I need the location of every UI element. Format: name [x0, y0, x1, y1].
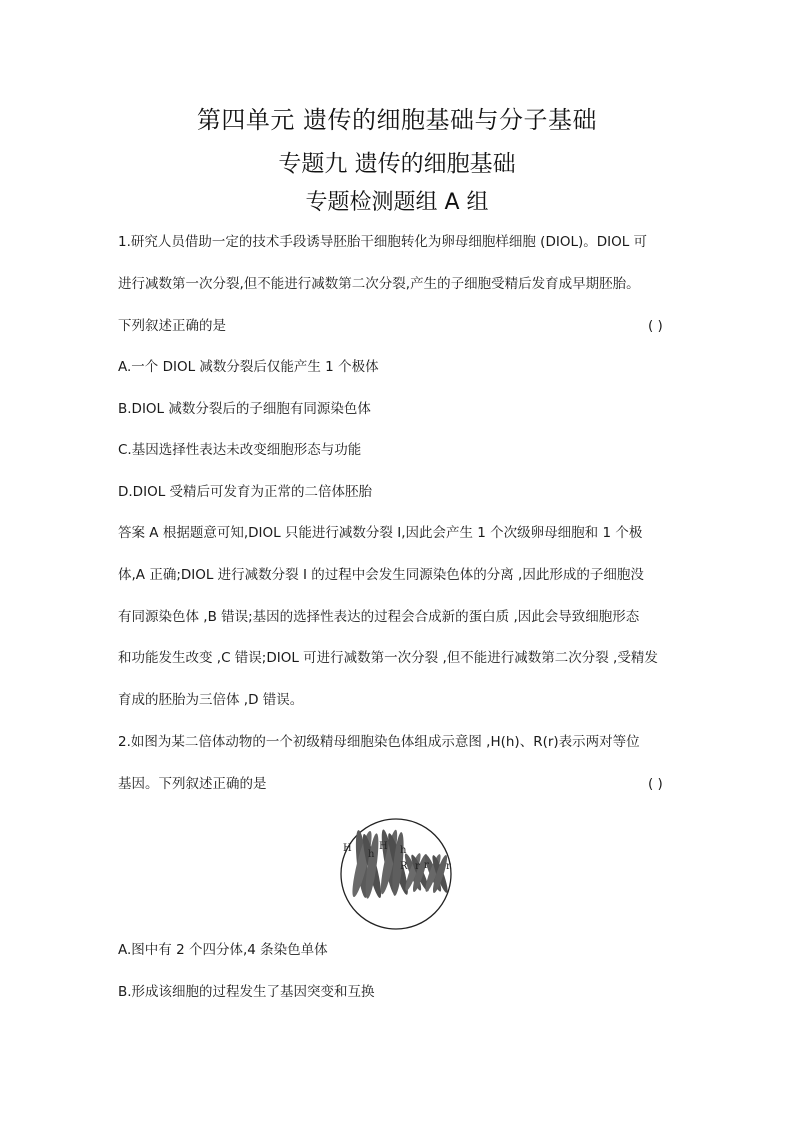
gene-label: r [424, 860, 429, 871]
gene-label: h [400, 845, 407, 856]
q1-answer-line-3: 有同源染色体 ,B 错误;基因的选择性表达的过程会合成新的蛋白质 ,因此会导致细胞形态 [118, 609, 640, 625]
gene-label: R [400, 861, 408, 872]
q1-option-a: A.一个 DIOL 减数分裂后仅能产生 1 个极体 [118, 359, 379, 375]
q1-option-c: C.基因选择性表达未改变细胞形态与功能 [118, 442, 362, 458]
group-title: 专题检测题组 A 组 [305, 190, 489, 215]
q2-stem-line-2: 基因。下列叙述正确的是 [118, 776, 267, 792]
gene-label: H [379, 841, 388, 852]
q1-stem-line-3: 下列叙述正确的是 [118, 318, 226, 334]
gene-label: r [415, 861, 420, 872]
gene-label: r [446, 861, 451, 872]
q1-stem-line-2: 进行减数第一次分裂,但不能进行减数第二次分裂,产生的子细胞受精后发育成早期胚胎。 [118, 276, 640, 292]
cell-chromosome-diagram [334, 818, 458, 930]
q2-answer-blank: ( ) [648, 776, 663, 792]
q1-option-d: D.DIOL 受精后可发育为正常的二倍体胚胎 [118, 484, 373, 500]
gene-label: h [368, 849, 375, 860]
q1-answer-line-1: 答案 A 根据题意可知,DIOL 只能进行减数分裂 Ⅰ,因此会产生 1 个次级卵母细胞和 1 个极 [118, 525, 643, 541]
q1-answer-line-4: 和功能发生改变 ,C 错误;DIOL 可进行减数第一次分裂 ,但不能进行减数第二次分裂 ,受精发 [118, 650, 658, 666]
q1-answer-line-5: 育成的胚胎为三倍体 ,D 错误。 [118, 692, 304, 708]
q2-option-b: B.形成该细胞的过程发生了基因突变和互换 [118, 984, 375, 1000]
q1-answer-blank: ( ) [648, 318, 663, 334]
gene-label: H [343, 843, 352, 854]
q1-option-b: B.DIOL 减数分裂后的子细胞有同源染色体 [118, 401, 371, 417]
q1-stem-line-1: 1.研究人员借助一定的技术手段诱导胚胎干细胞转化为卵母细胞样细胞 (DIOL)。DIOL 可 [118, 234, 648, 250]
q2-stem-line-1: 2.如图为某二倍体动物的一个初级精母细胞染色体组成示意图 ,H(h)、R(r)表示两对等位 [118, 734, 640, 750]
q2-option-a: A.图中有 2 个四分体,4 条染色单体 [118, 942, 328, 958]
topic-title: 专题九 遗传的细胞基础 [278, 151, 516, 177]
unit-title: 第四单元 遗传的细胞基础与分子基础 [196, 106, 598, 134]
q1-answer-line-2: 体,A 正确;DIOL 进行减数分裂 Ⅰ 的过程中会发生同源染色体的分离 ,因此形成的子细胞没 [118, 567, 644, 583]
